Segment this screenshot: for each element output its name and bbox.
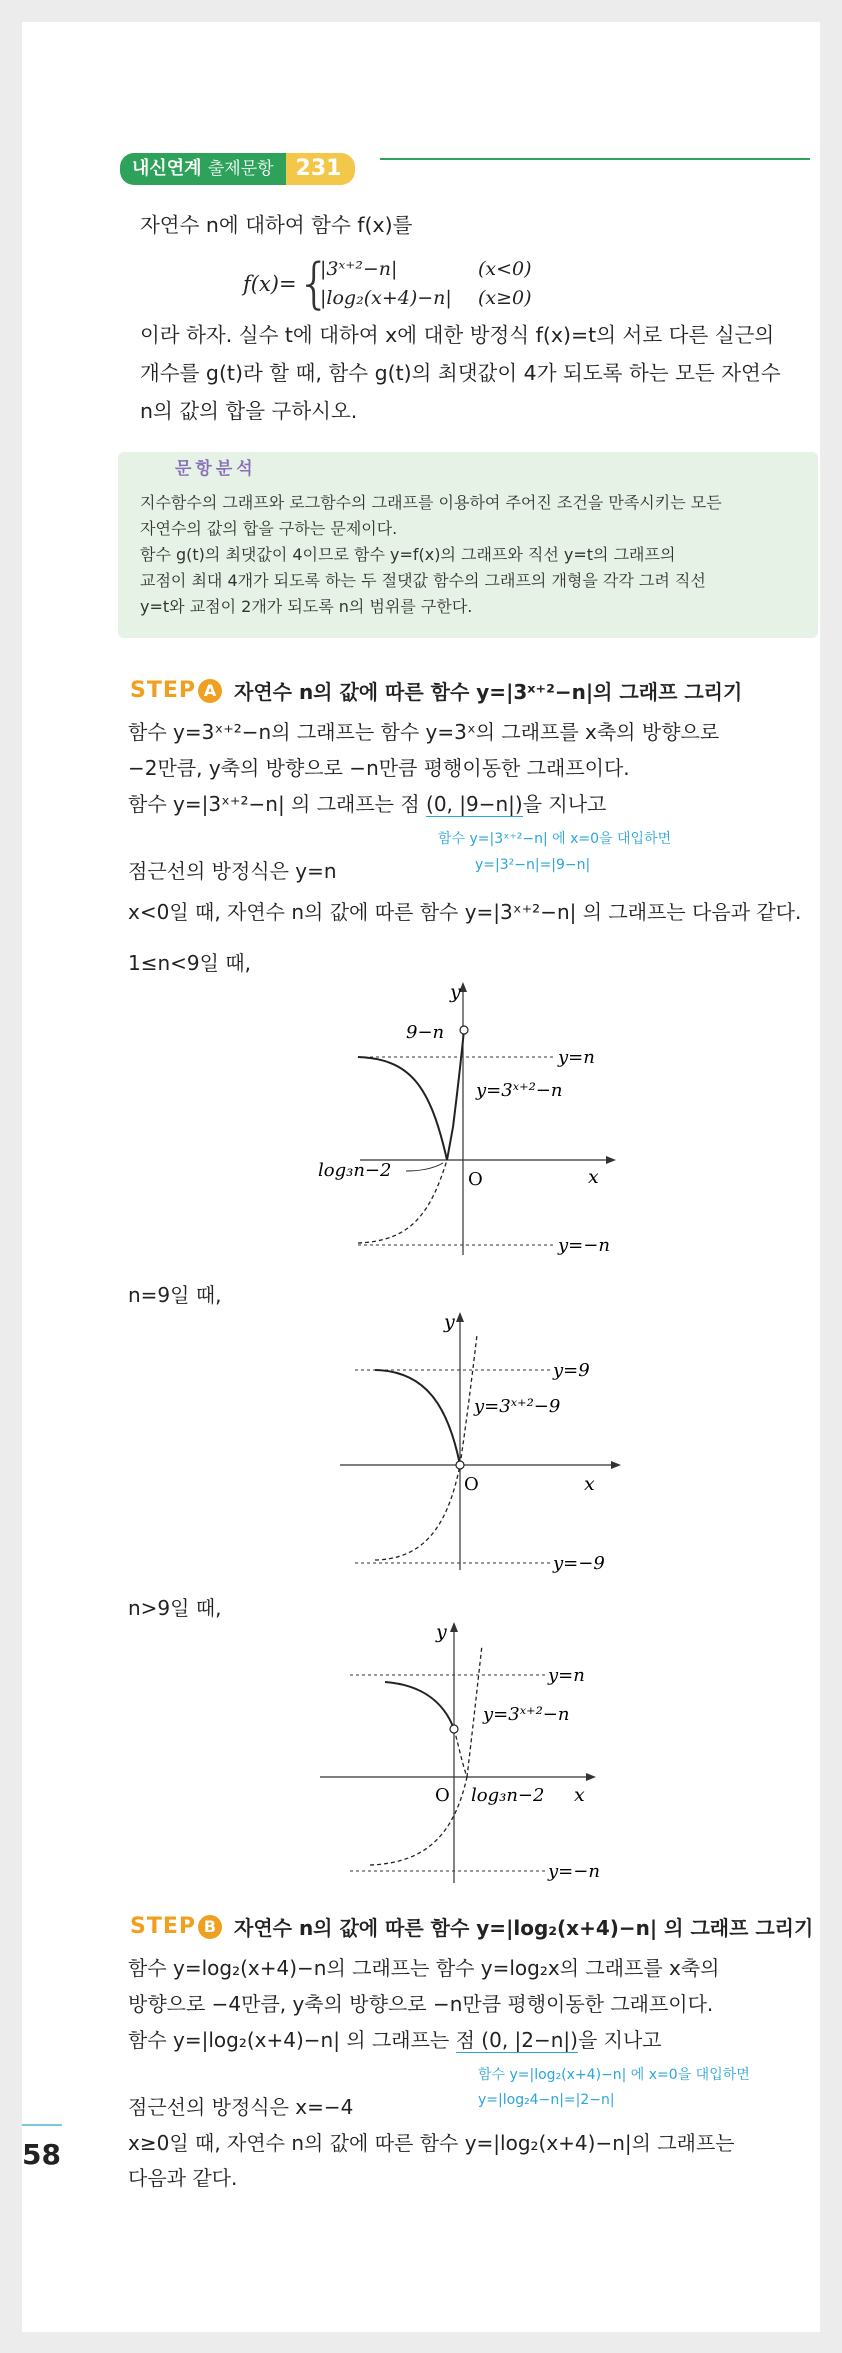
reflected-curve bbox=[358, 1057, 447, 1160]
asymptote-bottom-label: y=−n bbox=[548, 1861, 600, 1882]
case-label-2: n=9일 때, bbox=[128, 1283, 222, 1307]
y-axis-arrow-icon bbox=[450, 1622, 458, 1632]
x-axis-label: x bbox=[574, 1784, 585, 1806]
y-axis-label: y bbox=[450, 981, 461, 1003]
x-axis-arrow-icon bbox=[611, 1461, 621, 1469]
asymptote-top-label: y=9 bbox=[553, 1360, 590, 1381]
origin-label: O bbox=[464, 1474, 479, 1495]
graph-1 bbox=[318, 975, 640, 1265]
reflected-curve bbox=[375, 1370, 460, 1465]
page-number: 58 bbox=[22, 2138, 61, 2171]
analysis-title: 문항분석 bbox=[175, 459, 257, 479]
root-label: log₃n−2 bbox=[318, 1160, 392, 1181]
analysis-line: y=t와 교점이 2개가 되도록 n의 범위를 구한다. bbox=[140, 597, 473, 616]
curve-label: y=3ˣ⁺²−n bbox=[476, 1080, 563, 1101]
analysis-line: 지수함수의 그래프와 로그함수의 그래프를 이용하여 주어진 조건을 만족시키는 모든 bbox=[140, 493, 722, 512]
root-label: log₃n−2 bbox=[471, 1785, 545, 1806]
analysis-body bbox=[140, 490, 800, 620]
analysis-line: 교점이 최대 4개가 되도록 하는 두 절댓값 함수의 그래프의 개형을 각각 그려 직선 bbox=[140, 571, 706, 590]
asymptote-top-label: y=n bbox=[548, 1665, 585, 1686]
step-a-note-1: 함수 y=|3ˣ⁺²−n| 에 x=0을 대입하면 bbox=[438, 831, 672, 847]
step-b-heading bbox=[130, 1912, 813, 1941]
asymptote-bottom-label: y=−n bbox=[558, 1235, 610, 1256]
header-rule bbox=[380, 158, 810, 160]
step-b-p3-text: 함수 y=|log₂(x+4)−n| 의 그래프는 bbox=[128, 2028, 450, 2052]
step-a-p4: 점근선의 방정식은 y=n bbox=[128, 859, 337, 883]
analysis-line: 함수 g(t)의 최댓값이 4이므로 함수 y=f(x)의 그래프와 직선 y=t의 그래프의 bbox=[140, 545, 676, 564]
page-number-rule bbox=[22, 2124, 62, 2126]
problem-line-4: n의 값의 합을 구하시오. bbox=[140, 399, 358, 423]
curve-dashed-up bbox=[467, 1645, 482, 1777]
step-b-p3 bbox=[128, 2025, 662, 2055]
step-a-heading bbox=[130, 676, 742, 705]
case-2-cond: (x≥0) bbox=[478, 287, 532, 309]
step-b-p1: 함수 y=log₂(x+4)−n의 그래프는 함수 y=log₂x의 그래프를 x축의 bbox=[128, 1956, 720, 1980]
step-label: STEP bbox=[130, 1914, 197, 1939]
curve-dashed bbox=[370, 1777, 467, 1865]
step-a-p3-text: 함수 y=|3ˣ⁺²−n| 의 그래프는 점 bbox=[128, 792, 420, 816]
case-1-expr: |3ˣ⁺²−n| bbox=[320, 258, 398, 280]
step-b-p2: 방향으로 −4만큼, y축의 방향으로 −n만큼 평행이동한 그래프이다. bbox=[128, 1992, 714, 2016]
intercept-label: 9−n bbox=[406, 1022, 445, 1043]
step-letter-icon: A bbox=[198, 679, 222, 703]
step-b-p3-tail: 을 지나고 bbox=[577, 2028, 662, 2052]
step-b-p6: 다음과 같다. bbox=[128, 2166, 238, 2190]
graph-3 bbox=[320, 1615, 640, 1895]
curve-dashed bbox=[375, 1465, 460, 1560]
step-b-point: 점 (0, |2−n|) bbox=[455, 2028, 578, 2052]
open-point bbox=[456, 1461, 464, 1469]
badge-label: 내신연계 출제문항 bbox=[120, 153, 286, 185]
definition-lhs: f(x)= bbox=[243, 272, 297, 296]
step-title: 자연수 n의 값에 따른 함수 y=|3ˣ⁺²−n|의 그래프 그리기 bbox=[234, 680, 743, 704]
step-b-p5: x≥0일 때, 자연수 n의 값에 따른 함수 y=|log₂(x+4)−n|의 그래프는 bbox=[128, 2131, 735, 2155]
curve-dashed-down bbox=[454, 1729, 467, 1777]
y-axis-arrow-icon bbox=[456, 1312, 464, 1322]
case-label-1: 1≤n<9일 때, bbox=[128, 951, 251, 975]
case-label-3: n>9일 때, bbox=[128, 1596, 222, 1620]
root-pointer bbox=[406, 1163, 443, 1171]
reflected-curve bbox=[385, 1682, 454, 1729]
y-axis-label: y bbox=[436, 1621, 447, 1643]
open-point bbox=[460, 1026, 468, 1034]
step-a-p3 bbox=[128, 789, 606, 819]
case-2-expr: |log₂(x+4)−n| bbox=[320, 287, 452, 309]
y-axis-label: y bbox=[444, 1311, 455, 1333]
step-a-p3-tail: 을 지나고 bbox=[522, 792, 607, 816]
step-letter-icon: B bbox=[198, 1915, 222, 1939]
problem-number: 231 bbox=[286, 153, 356, 185]
step-a-point: (0, |9−n|) bbox=[426, 792, 523, 816]
problem-badge bbox=[120, 153, 355, 185]
x-axis-label: x bbox=[588, 1166, 599, 1188]
curve-label: y=3ˣ⁺²−9 bbox=[474, 1396, 561, 1417]
open-point bbox=[450, 1725, 458, 1733]
x-axis-arrow-icon bbox=[606, 1156, 616, 1164]
asymptote-top-label: y=n bbox=[558, 1047, 595, 1068]
step-b-p4: 점근선의 방정식은 x=−4 bbox=[128, 2095, 354, 2119]
problem-line-1: 자연수 n에 대하여 함수 f(x)를 bbox=[140, 213, 413, 237]
problem-line-3: 개수를 g(t)라 할 때, 함수 g(t)의 최댓값이 4가 되도록 하는 모든 자연수 bbox=[140, 361, 781, 385]
step-a-p2: −2만큼, y축의 방향으로 −n만큼 평행이동한 그래프이다. bbox=[128, 756, 630, 780]
graph-2 bbox=[340, 1305, 640, 1585]
origin-label: O bbox=[468, 1169, 483, 1190]
x-axis-label: x bbox=[584, 1473, 595, 1495]
asymptote-bottom-label: y=−9 bbox=[553, 1553, 605, 1574]
step-b-note-2: y=|log₂4−n|=|2−n| bbox=[478, 2092, 615, 2108]
brace: { bbox=[297, 252, 332, 315]
x-axis-arrow-icon bbox=[586, 1773, 596, 1781]
curve-label: y=3ˣ⁺²−n bbox=[483, 1704, 570, 1725]
step-a-p5: x<0일 때, 자연수 n의 값에 따른 함수 y=|3ˣ⁺²−n| 의 그래프는 다음과 같다. bbox=[128, 900, 802, 924]
origin-label: O bbox=[435, 1785, 450, 1806]
case-1-cond: (x<0) bbox=[478, 258, 532, 280]
analysis-line: 자연수의 값의 합을 구하는 문제이다. bbox=[140, 519, 398, 538]
curve-solid bbox=[447, 1030, 464, 1160]
step-a-note-2: y=|3²−n|=|9−n| bbox=[475, 857, 591, 873]
problem-line-2: 이라 하자. 실수 t에 대하여 x에 대한 방정식 f(x)=t의 서로 다른 실근의 bbox=[140, 323, 775, 347]
step-title: 자연수 n의 값에 따른 함수 y=|log₂(x+4)−n| 의 그래프 그리기 bbox=[234, 1916, 814, 1940]
step-b-note-1: 함수 y=|log₂(x+4)−n| 에 x=0을 대입하면 bbox=[478, 2067, 750, 2083]
step-label: STEP bbox=[130, 678, 197, 703]
step-a-p1: 함수 y=3ˣ⁺²−n의 그래프는 함수 y=3ˣ의 그래프를 x축의 방향으로 bbox=[128, 720, 720, 744]
